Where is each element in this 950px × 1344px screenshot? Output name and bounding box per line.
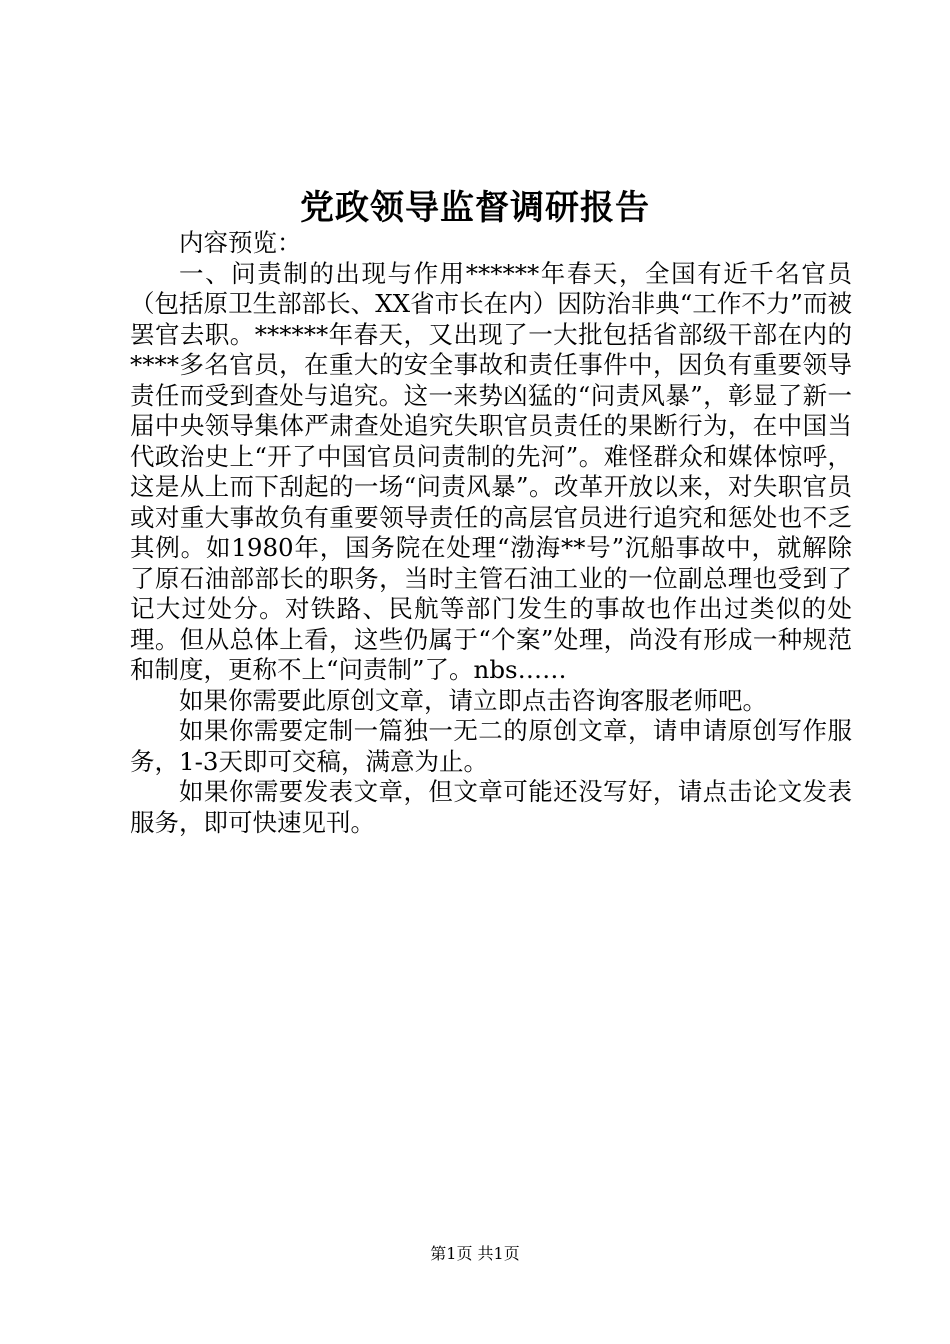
consult-paragraph: 如果你需要此原创文章，请立即点击咨询客服老师吧。 bbox=[179, 685, 767, 715]
preview-label: 内容预览： bbox=[179, 228, 302, 257]
page-number: 第1页 共1页 bbox=[430, 1244, 520, 1263]
page-title: 党政领导监督调研报告 bbox=[300, 188, 650, 228]
publish-paragraph: 如果你需要发表文章，但文章可能还没写好，请点击论文发表服务，即可快速见刊。 bbox=[130, 777, 852, 837]
body-paragraph: 一、问责制的出现与作用******年春天，全国有近千名官员（包括原卫生部部长、XX省市长在内）因防治非典“工作不力”而被罢官去职。******年春天，又出现了一大批包括省部级干部在内的****多名官员，在重大的安全事故和责任事件中，因负有重要领导责任而受到查处与追究。这一来势凶猛的“问责风暴”，彰显了新一届中央领导集体严肃查处追究失职官员责任的果断行为，在中国当代政治史上“开了中国官员问责制的先河”。难怪群众和媒体惊呼，这是从上而下刮起的一场“问责风暴”。改革开放以来，对失职官员或对重大事故负有重要领导责任的高层官员进行追究和惩处也不乏其例。如1980年，国务院在处理“渤海**号”沉船事故中，就解除了原石油部部长的职务，当时主管石油工业的一位副总理也受到了记大过处分。对铁路、民航等部门发生的事故也作出过类似的处理。但从总体上看，这些仍属于“个案”处理，尚没有形成一种规范和制度，更称不上“问责制”了。nbs…… bbox=[130, 258, 852, 684]
custom-writing-paragraph: 如果你需要定制一篇独一无二的原创文章，请申请原创写作服务，1-3天即可交稿，满意为止。 bbox=[130, 716, 852, 776]
document-body bbox=[130, 228, 852, 838]
